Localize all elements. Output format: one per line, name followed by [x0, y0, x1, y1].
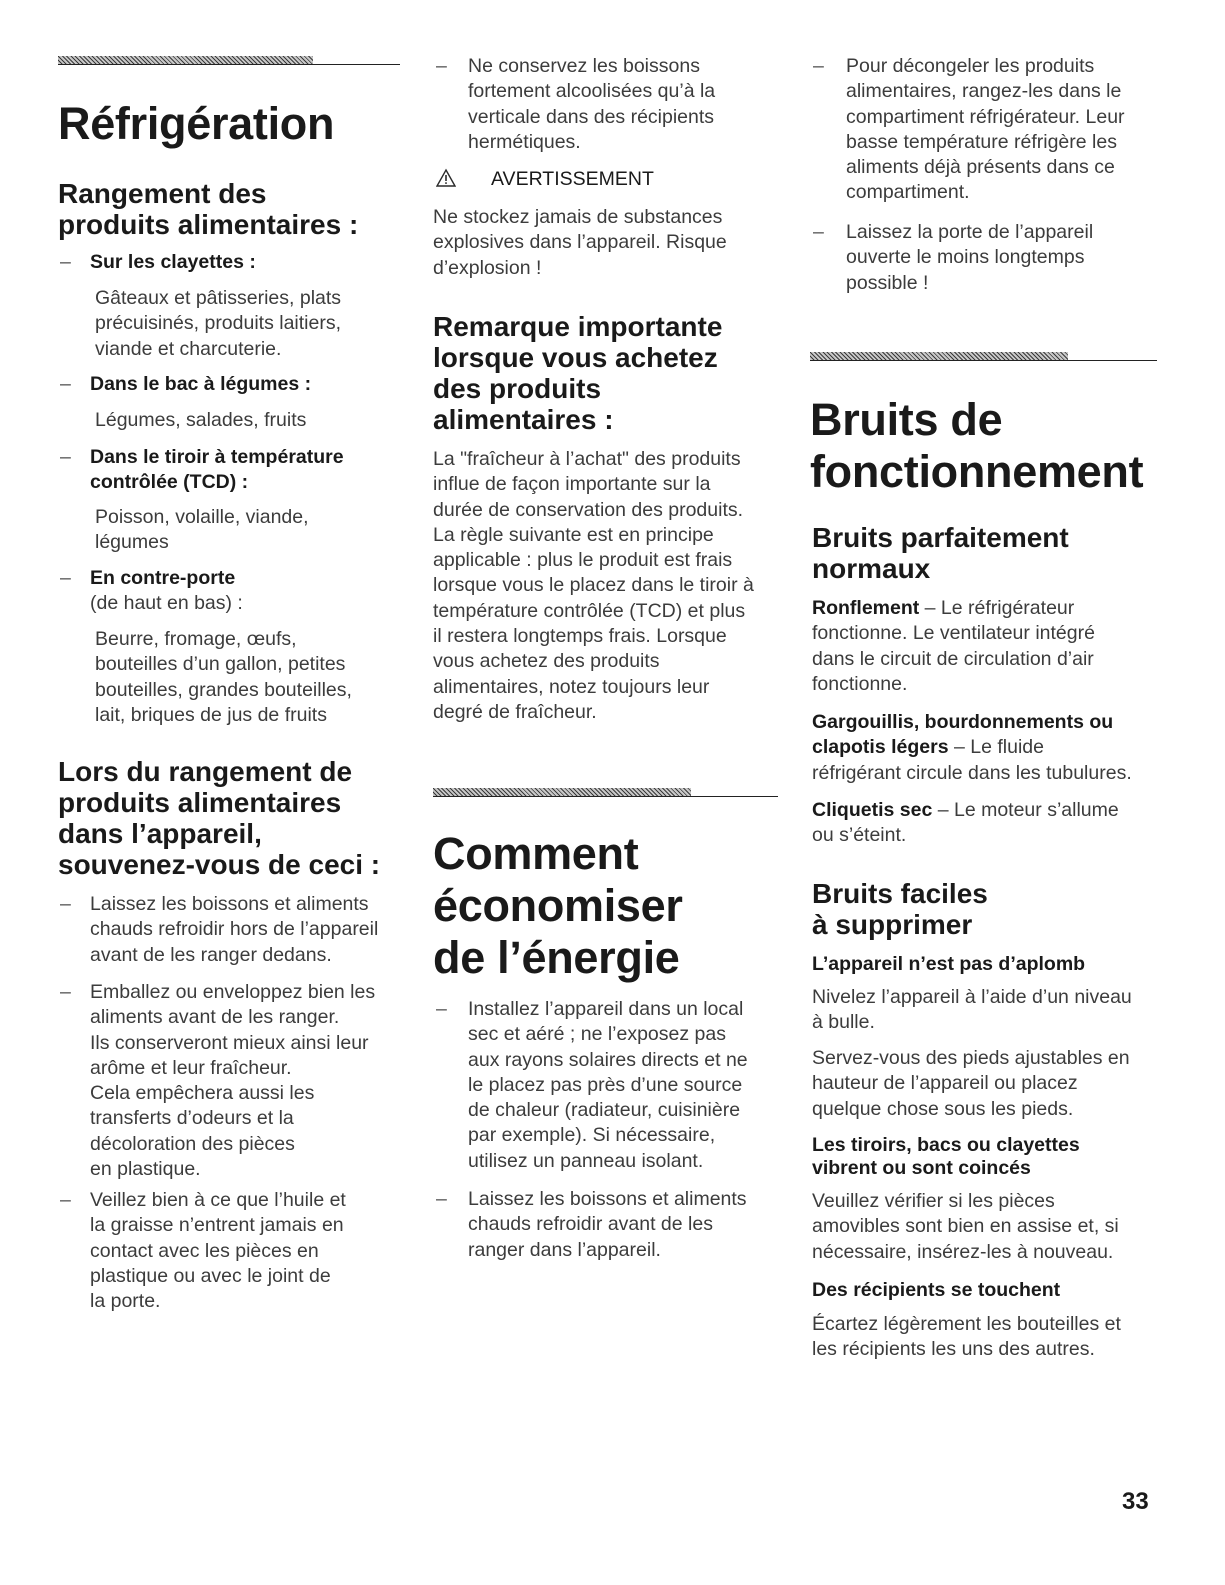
note-heading: Remarque importante lorsque vous achetez des produits alimentaires :	[433, 311, 723, 435]
normal-noise-heading: Bruits parfaitement normaux	[812, 522, 1069, 584]
door-label: En contre-porte	[90, 567, 236, 589]
tip-oil: Veillez bien à ce que l’huile et la graisse n’entrent jamais en contact avec les pièces en plastique ou avec le joint de la porte.	[90, 1189, 346, 1313]
defrost-tip: Pour décongeler les produits alimentaires, rangez-les dans le compartiment réfrigérateur. Leur basse température réfrigère les aliments déjà présents dans ce compartiment.	[846, 55, 1125, 204]
door-sub: (de haut en bas) :	[90, 592, 243, 614]
hum-text: – Le réfrigérateur fonctionne. Le ventilateur intégré dans le circuit de circulation d’air fonctionne.	[812, 597, 1095, 695]
storage-heading: Rangement des produits alimentaires :	[58, 178, 359, 240]
note-text: La "fraîcheur à l’achat" des produits influe de façon importante sur la durée de conservation des produits. La règle suivante est en principe applicable : plus le produit est frais lorsque vous le placez dans le tiroir à température contrôlée (TCD) et plus il restera longtemps frais. Lorsque vous achetez des produits alimentaires, notez toujours leur degré de fraîcheur.	[433, 448, 754, 723]
crisper-label: Dans le bac à légumes :	[90, 373, 312, 395]
hum-item	[812, 596, 1172, 697]
noise-title: Bruits de fonctionnement	[810, 394, 1144, 497]
bullet-dash: –	[813, 221, 824, 243]
door-open-tip: Laissez la porte de l’appareil ouverte le moins longtemps possible !	[846, 221, 1094, 294]
tcd-text: Poisson, volaille, viande, légumes	[95, 506, 309, 554]
bullet-dash: –	[60, 893, 71, 915]
bullet-dash: –	[436, 998, 447, 1020]
energy-title: Comment économiser de l’énergie	[433, 828, 683, 983]
touch-text: Écartez légèrement les bouteilles et les récipients les uns des autres.	[812, 1313, 1121, 1361]
bullet-dash: –	[436, 55, 447, 77]
drawers-label: Les tiroirs, bacs ou clayettes vibrent ou sont coincés	[812, 1134, 1080, 1179]
gurgle-label: Gargouillis, bourdonnements ou clapotis légers	[812, 711, 1114, 759]
energy-tip-location: Installez l’appareil dans un local sec et aéré ; ne l’exposez pas aux rayons solaires directs et ne le placez pas près d’une source de chaleur (radiateur, cuisinière par exemple). Si nécessaire, utilisez un panneau isolant.	[468, 998, 748, 1172]
level-label: L’appareil n’est pas d’aplomb	[812, 953, 1086, 975]
bullet-dash: –	[60, 373, 71, 395]
click-text: – Le moteur s’allume ou s’éteint.	[812, 799, 1119, 847]
bullet-dash: –	[60, 567, 71, 589]
remember-heading: Lors du rangement de produits alimentaires dans l’appareil, souvenez-vous de ceci :	[58, 756, 381, 880]
bullet-dash: –	[60, 981, 71, 1003]
section-rule	[810, 352, 1157, 361]
alcohol-tip: Ne conservez les boissons fortement alcoolisées qu’à la verticale dans des récipients hermétiques.	[468, 55, 716, 153]
bullet-dash: –	[813, 55, 824, 77]
tcd-label: Dans le tiroir à température contrôlée (TCD) :	[90, 446, 344, 494]
section-rule	[433, 788, 778, 797]
bullet-dash: –	[436, 1188, 447, 1210]
touch-label: Des récipients se touchent	[812, 1279, 1061, 1301]
drawers-text: Veuillez vérifier si les pièces amovibles sont bien en assise et, si nécessaire, insérez-les à nouveau.	[812, 1190, 1119, 1263]
gurgle-item	[812, 710, 1172, 786]
refrigeration-title: Réfrigération	[58, 98, 335, 149]
warning-icon	[436, 168, 458, 190]
bullet-dash: –	[60, 446, 71, 468]
warning-text: Ne stockez jamais de substances explosives dans l’appareil. Risque d’explosion !	[433, 206, 727, 279]
bullet-dash: –	[60, 1189, 71, 1211]
section-rule	[58, 56, 400, 65]
shelves-text: Gâteaux et pâtisseries, plats précuisinés, produits laitiers, viande et charcuterie.	[95, 287, 342, 360]
shelves-label: Sur les clayettes :	[90, 251, 256, 273]
tip-cool-before: Laissez les boissons et aliments chauds refroidir hors de l’appareil avant de les ranger dedans.	[90, 893, 379, 966]
level-text-2: Servez-vous des pieds ajustables en hauteur de l’appareil ou placez quelque chose sous les pieds.	[812, 1047, 1130, 1120]
energy-tip-cool: Laissez les boissons et aliments chauds refroidir avant de les ranger dans l’appareil.	[468, 1188, 747, 1261]
warning-label: AVERTISSEMENT	[491, 168, 654, 190]
bullet-dash: –	[60, 251, 71, 273]
door-text: Beurre, fromage, œufs, bouteilles d’un gallon, petites bouteilles, grandes bouteilles, lait, briques de jus de fruits	[95, 628, 352, 726]
crisper-text: Légumes, salades, fruits	[95, 409, 307, 431]
level-text-1: Nivelez l’appareil à l’aide d’un niveau à bulle.	[812, 986, 1132, 1034]
page-number: 33	[1122, 1488, 1149, 1515]
tip-wrap: Emballez ou enveloppez bien les aliments avant de les ranger. Ils conserveront mieux ainsi leur arôme et leur fraîcheur. Cela empêchera aussi les transferts d’odeurs et la décoloration des pièces en plastique.	[90, 981, 376, 1181]
easy-noise-heading: Bruits faciles à supprimer	[812, 878, 988, 940]
click-item	[812, 798, 1172, 849]
hum-label: Ronflement	[812, 597, 920, 619]
gurgle-text: – Le fluide réfrigérant circule dans les tubulures.	[812, 736, 1132, 784]
click-label: Cliquetis sec	[812, 799, 933, 821]
